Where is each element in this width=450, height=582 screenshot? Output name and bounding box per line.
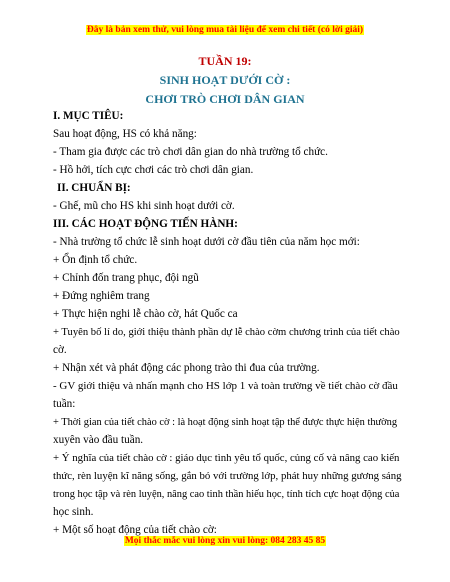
text-line: + Ổn định tổ chức.: [53, 254, 138, 266]
contact-banner: Mọi thắc mắc vui lòng xin vui lòng: 084 283 45 85: [124, 536, 326, 546]
text-line: Sau hoạt động, HS có khả năng:: [53, 128, 197, 140]
preview-banner: Đây là bản xem thử, vui lòng mua tài liệu để xem chi tiết (có lời giải): [86, 25, 364, 35]
text-line: thức, rèn luyện kĩ năng sống, gắn bó với trường lớp, phát huy những gương sáng: [53, 470, 402, 482]
text-line: tuần:: [53, 398, 76, 410]
section-heading: I. MỤC TIÊU:: [53, 110, 124, 122]
text-line: học sinh.: [53, 506, 94, 518]
section-heading: III. CÁC HOẠT ĐỘNG TIẾN HÀNH:: [53, 218, 238, 230]
text-line: + Chỉnh đốn trang phục, đội ngũ: [53, 272, 199, 284]
activity-subtitle: CHƠI TRÒ CHƠI DÂN GIAN: [145, 92, 305, 106]
text-line: + Ý nghĩa của tiết chào cờ : giáo dục tình yêu tổ quốc, củng cố và nâng cao kiến: [53, 452, 400, 464]
text-line: + Tuyên bố lí do, giới thiệu thành phần dự lễ chào cờm chương trình của tiết chào: [53, 327, 400, 338]
text-line: + Một số hoạt động của tiết chào cờ:: [53, 524, 217, 536]
section-heading: II. CHUẨN BỊ:: [57, 182, 131, 194]
text-line: - Nhà trường tổ chức lễ sinh hoạt dưới cờ đầu tiên của năm học mới:: [53, 236, 360, 248]
text-line: - Ghế, mũ cho HS khi sinh hoạt dưới cờ.: [53, 200, 235, 212]
text-line: cờ.: [53, 344, 67, 356]
text-line: + Thực hiện nghi lễ chào cờ, hát Quốc ca: [53, 308, 238, 320]
text-line: + Nhận xét và phát động các phong trào thi đua của trường.: [53, 362, 320, 374]
text-line: + Đứng nghiêm trang: [53, 290, 150, 302]
text-line: - Hồ hởi, tích cực chơi các trò chơi dân gian.: [53, 164, 254, 176]
text-line: trong học tập và rèn luyện, nâng cao tinh thần hiếu học, tính tích cực hoạt động của: [53, 489, 400, 500]
text-line: + Thời gian của tiết chào cờ : là hoạt động sinh hoạt tập thể được thực hiện thường: [53, 417, 398, 428]
text-line: xuyên vào đầu tuần.: [53, 434, 144, 446]
activity-title: SINH HOẠT DƯỚI CỜ :: [159, 73, 291, 87]
text-line: - GV giới thiệu và nhấn mạnh cho HS lớp 1 và toàn trường về tiết chào cờ đầu: [53, 380, 398, 392]
text-line: - Tham gia được các trò chơi dân gian do nhà trường tổ chức.: [53, 146, 328, 158]
week-title: TUẦN 19:: [198, 54, 252, 68]
